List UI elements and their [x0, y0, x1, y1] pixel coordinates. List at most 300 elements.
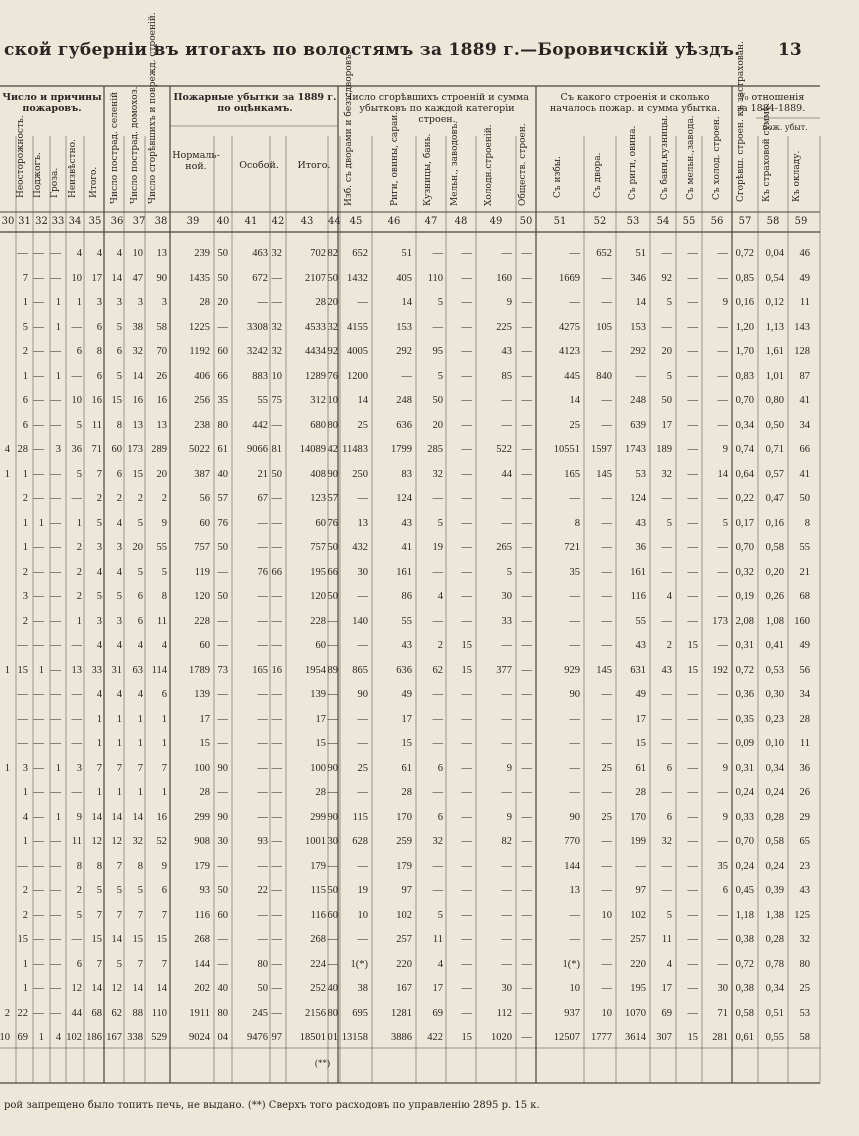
cause-count: 12 — [111, 836, 122, 847]
column-number: 44 — [328, 216, 341, 227]
loss-value: — — [217, 958, 228, 970]
burned-value: — — [521, 517, 532, 529]
cause-count: 6 — [116, 468, 122, 480]
cause-count: 1 — [22, 958, 28, 970]
cause-count: 2 — [137, 493, 143, 504]
burned-value: 44 — [501, 468, 512, 480]
burned-value: 422 — [427, 1032, 443, 1043]
loss-value: 228 — [310, 615, 326, 627]
origin-value: — — [717, 321, 728, 333]
loss-value: 17 — [199, 713, 210, 725]
column-number: 30 — [1, 216, 15, 227]
origin-value: 153 — [630, 321, 646, 333]
loss-value: — — [217, 713, 228, 725]
burned-value: 652 — [352, 248, 368, 259]
cause-count: 5 — [76, 909, 82, 921]
cause-count: 2 — [161, 493, 167, 504]
cause-count: 3 — [137, 297, 143, 308]
origin-value: — — [717, 370, 728, 382]
cause-count: 5 — [76, 419, 82, 431]
burned-value: — — [357, 713, 368, 725]
burned-value: — — [521, 958, 532, 970]
origin-value: — — [569, 297, 580, 308]
ratio-value: 0,47 — [765, 493, 784, 504]
cause-count: 14 — [132, 370, 143, 382]
loss-value: 239 — [194, 248, 210, 259]
cause-count: 1 — [22, 542, 28, 553]
cause-count: 2 — [76, 566, 82, 578]
burned-value: 83 — [401, 468, 412, 480]
burned-value: — — [501, 248, 512, 259]
burned-value: 285 — [427, 444, 443, 455]
origin-value: 9 — [722, 811, 728, 823]
burned-value: 97 — [401, 885, 412, 896]
cause-count: — — [50, 713, 61, 725]
cause-count: 63 — [132, 664, 143, 676]
origin-value: — — [717, 248, 728, 259]
cause-count: — — [33, 591, 44, 602]
cause-count: — — [33, 713, 44, 725]
cause-count: 3 — [116, 297, 122, 308]
ratio-value: 1,20 — [735, 321, 754, 333]
loss-value: — — [257, 713, 268, 725]
origin-value: — — [601, 493, 612, 504]
cause-count: 13 — [71, 664, 82, 676]
origin-value: 5 — [666, 297, 672, 308]
cause-count: 5 — [116, 885, 122, 896]
cause-count: 16 — [91, 395, 102, 406]
burned-value: — — [432, 860, 443, 872]
burned-value: — — [461, 517, 472, 529]
loss-value: — — [257, 860, 268, 872]
column-number: 39 — [186, 216, 200, 227]
cause-count: 7 — [161, 762, 167, 774]
origin-value: — — [661, 542, 672, 553]
origin-value: — — [661, 566, 672, 578]
ratio-value: 0,70 — [735, 395, 754, 406]
cause-count: 1 — [38, 664, 44, 676]
origin-value: — — [717, 566, 728, 578]
burned-value: — — [461, 297, 472, 308]
loss-value: 55 — [257, 395, 268, 406]
loss-value: 60 — [199, 517, 210, 529]
origin-value: — — [687, 542, 698, 553]
page-number: 13 — [778, 40, 802, 60]
cause-count: 4 — [96, 640, 102, 651]
col-header-holod: Холодн.строеній. — [484, 124, 494, 206]
loss-value: — — [257, 934, 268, 945]
burned-value: 11 — [432, 934, 443, 945]
origin-value: — — [717, 542, 728, 553]
ratio-value: 0,31 — [735, 640, 754, 651]
cause-count: 2 — [22, 885, 28, 896]
loss-value: 252 — [310, 983, 326, 994]
loss-value: 1001 — [305, 836, 326, 847]
burned-value: 43 — [401, 640, 412, 651]
origin-value: 4275 — [559, 321, 580, 333]
cause-count: 1 — [76, 615, 82, 627]
burned-value: 628 — [352, 836, 368, 847]
burned-value: 6 — [437, 762, 443, 774]
loss-value: 76 — [217, 517, 228, 529]
burned-value: 55 — [401, 615, 412, 627]
burned-value: — — [461, 493, 472, 504]
ratio-value: 0,72 — [735, 664, 754, 676]
cause-count: 7 — [22, 272, 28, 284]
column-number: 55 — [682, 216, 696, 227]
cause-count: 31 — [111, 664, 122, 676]
cause-count: — — [33, 297, 44, 308]
cause-count: 7 — [137, 958, 143, 970]
ratio-value: 0,16 — [735, 297, 754, 308]
burned-value: — — [521, 272, 532, 284]
loss-value: 50 — [217, 248, 228, 259]
cause-count: 2 — [22, 493, 28, 504]
cause-count: 6 — [76, 958, 82, 970]
cause-count: 1 — [137, 713, 143, 725]
cause-count: — — [33, 983, 44, 994]
cause-count: 1 — [22, 983, 28, 994]
loss-value: — — [257, 517, 268, 529]
cause-count: — — [33, 689, 44, 700]
cause-count: — — [33, 787, 44, 798]
burned-value: 95 — [432, 346, 443, 357]
cause-count: 3 — [76, 762, 82, 774]
burned-value: 43 — [401, 517, 412, 529]
ratio-value: 0,53 — [765, 664, 784, 676]
cause-count: — — [50, 468, 61, 480]
cause-count: 14 — [132, 983, 143, 994]
origin-value: — — [687, 566, 698, 578]
origin-value: — — [717, 787, 728, 798]
ratio-value: 0,31 — [735, 762, 754, 774]
origin-value: — — [687, 419, 698, 431]
burned-value: — — [461, 762, 472, 774]
burned-value: 15 — [461, 1032, 472, 1043]
cause-count: 6 — [137, 591, 143, 602]
origin-value: — — [601, 566, 612, 578]
cause-count: 3 — [22, 762, 28, 774]
column-number: 49 — [489, 216, 503, 227]
burned-value: 30 — [357, 566, 368, 578]
loss-value: 97 — [271, 1032, 282, 1043]
burned-value: 259 — [396, 836, 412, 847]
loss-value: — — [271, 836, 282, 847]
burned-value: — — [357, 640, 368, 651]
origin-value: 10551 — [553, 444, 580, 455]
burned-value: 61 — [401, 762, 412, 774]
burned-value: — — [521, 836, 532, 847]
burned-value: — — [521, 248, 532, 259]
cause-count: 44 — [71, 1007, 82, 1019]
ratio-value: 36 — [799, 762, 810, 774]
loss-value: 1225 — [189, 321, 210, 333]
ratio-value: 53 — [799, 1007, 810, 1019]
cause-count: 12 — [91, 836, 102, 847]
cause-count: 10 — [71, 272, 82, 284]
ratio-value: 0,34 — [765, 983, 784, 994]
loss-value: — — [257, 811, 268, 823]
cause-count: 5 — [116, 321, 122, 333]
ratio-value: 0,23 — [765, 713, 784, 725]
burned-value: — — [461, 272, 472, 284]
origin-value: 51 — [635, 248, 646, 259]
cause-count: 3 — [96, 542, 102, 553]
loss-value: — — [217, 566, 228, 578]
ratio-value: 128 — [794, 346, 810, 357]
burned-value: — — [521, 493, 532, 504]
cause-count: 4 — [76, 248, 82, 259]
loss-value: 61 — [217, 444, 228, 455]
burned-value: — — [521, 444, 532, 455]
loss-value: — — [217, 934, 228, 945]
burned-value: 265 — [496, 542, 512, 553]
burned-value: 522 — [496, 444, 512, 455]
cause-count: — — [33, 566, 44, 578]
cause-count: — — [50, 1007, 61, 1019]
origin-value: 17 — [635, 713, 646, 725]
origin-value: 840 — [596, 370, 612, 382]
cause-count: — — [50, 615, 61, 627]
origin-value: 43 — [635, 640, 646, 651]
ratio-value: 0,28 — [765, 811, 784, 823]
origin-value: 145 — [596, 468, 612, 480]
group-header-fires: Число и причины пожаровъ. — [2, 92, 102, 114]
burned-value: — — [461, 444, 472, 455]
footnote: рой запрещено было топить печь, не выдано. (**) Сверхъ того расходовъ по управленію 2895 р. 15 к. — [4, 1100, 540, 1111]
loss-value: — — [217, 689, 228, 700]
burned-value: 225 — [496, 321, 512, 333]
cause-count: — — [50, 591, 61, 602]
loss-value: 10 — [327, 395, 338, 406]
column-number: 31 — [18, 216, 31, 227]
ratio-value: 0,04 — [765, 248, 784, 259]
cause-count: 1 — [76, 517, 82, 529]
cause-count: 4 — [137, 640, 143, 651]
burned-value: 20 — [432, 419, 443, 431]
burned-value: — — [357, 934, 368, 945]
ratio-value: 65 — [799, 836, 810, 847]
origin-value: — — [601, 860, 612, 872]
loss-value: 100 — [194, 762, 210, 774]
burned-value: 250 — [352, 468, 368, 480]
cause-count: 2 — [22, 909, 28, 921]
loss-value: — — [271, 885, 282, 896]
loss-value: 30 — [327, 836, 338, 847]
cause-count: — — [33, 762, 44, 774]
origin-value: 10 — [601, 1007, 612, 1019]
ratio-value: 50 — [799, 493, 810, 504]
cause-count: 8 — [96, 860, 102, 872]
origin-value: — — [687, 591, 698, 602]
origin-value: 1597 — [591, 444, 612, 455]
origin-value: — — [569, 787, 580, 798]
ratio-value: 0,19 — [735, 591, 754, 602]
burned-value: 4 — [437, 591, 443, 602]
origin-value: 770 — [564, 836, 580, 847]
column-number: 33 — [51, 216, 65, 227]
burned-value: 1281 — [391, 1007, 412, 1019]
burned-value: 11483 — [342, 444, 368, 455]
loss-value: 42 — [327, 444, 338, 455]
loss-value: 80 — [257, 958, 268, 970]
burned-value: — — [461, 860, 472, 872]
cause-count: 289 — [151, 444, 167, 455]
burned-value: — — [461, 419, 472, 431]
cause-count: 4 — [96, 248, 102, 259]
cause-count: 14 — [111, 811, 122, 823]
cause-count: 55 — [156, 542, 167, 553]
loss-value: 50 — [327, 542, 338, 553]
ratio-value: 87 — [799, 370, 810, 382]
burned-value: 220 — [396, 958, 412, 970]
cause-count: 20 — [156, 468, 167, 480]
burned-value: — — [501, 934, 512, 945]
ratio-value: 23 — [799, 860, 810, 872]
cause-count: 4 — [137, 689, 143, 700]
burned-value: — — [357, 297, 368, 308]
burned-value: — — [461, 787, 472, 798]
origin-value: — — [717, 272, 728, 284]
burned-value: — — [521, 1032, 532, 1043]
burned-value: 19 — [432, 542, 443, 553]
cause-count: — — [17, 713, 28, 725]
loss-value: 299 — [194, 811, 210, 823]
loss-value: 672 — [252, 272, 268, 284]
origin-value: — — [601, 395, 612, 406]
loss-value: — — [271, 738, 282, 749]
origin-value: 10 — [569, 983, 580, 994]
ratio-value: 0,74 — [735, 444, 754, 455]
origin-value: 6 — [666, 762, 672, 774]
burned-value: — — [521, 713, 532, 725]
ratio-value: 0,57 — [765, 468, 784, 480]
cause-count: 8 — [137, 860, 143, 872]
cause-count: 3 — [116, 542, 122, 553]
ratio-value: 0,58 — [765, 836, 784, 847]
loss-value: 1789 — [189, 664, 210, 676]
cause-count: 3 — [22, 591, 28, 602]
loss-value: — — [257, 762, 268, 774]
burned-value: 86 — [401, 591, 412, 602]
loss-value: 57 — [217, 493, 228, 504]
burned-value: — — [501, 419, 512, 431]
cause-count: — — [33, 493, 44, 504]
loss-value: 80 — [217, 419, 228, 431]
origin-value: 15 — [687, 640, 698, 651]
origin-value: 15 — [687, 1032, 698, 1043]
burned-value: 10 — [357, 909, 368, 921]
cause-count: — — [50, 493, 61, 504]
loss-value: — — [217, 640, 228, 651]
origin-value: — — [717, 395, 728, 406]
loss-value: — — [217, 738, 228, 749]
cause-count: 2 — [22, 346, 28, 357]
col-header-osob: Особой. — [239, 160, 279, 171]
burned-value: 15 — [461, 640, 472, 651]
loss-value: — — [271, 1007, 282, 1019]
loss-value: 30 — [217, 836, 228, 847]
loss-value: — — [257, 787, 268, 798]
origin-value: — — [717, 689, 728, 700]
origin-value: — — [717, 493, 728, 504]
ratio-value: 56 — [799, 664, 810, 676]
loss-value: — — [271, 787, 282, 798]
burned-value: — — [521, 321, 532, 333]
cause-count: 11 — [156, 615, 167, 627]
col-header-norm: Нормаль- ной. — [172, 150, 220, 172]
row-lead-value: 1 — [4, 762, 10, 774]
cause-count: 17 — [91, 272, 102, 284]
col-header-groza: Гроза. — [50, 167, 60, 198]
cause-count: 1 — [161, 787, 167, 798]
loss-value: 757 — [194, 542, 210, 553]
cause-count: 1 — [38, 517, 44, 529]
burned-value: 28 — [401, 787, 412, 798]
origin-value: — — [661, 713, 672, 725]
col-header-s-holod: Съ холод. строен. — [712, 116, 722, 200]
burned-value: — — [501, 958, 512, 970]
ratio-value: 0,24 — [765, 860, 784, 872]
burned-value: — — [432, 615, 443, 627]
row-lead-value: 4 — [4, 444, 10, 455]
cause-count: 7 — [137, 909, 143, 921]
loss-value: 1911 — [189, 1007, 210, 1019]
cause-count: 1 — [116, 787, 122, 798]
burned-value: 102 — [396, 909, 412, 921]
origin-value: 9 — [722, 444, 728, 455]
ratio-value: 0,16 — [765, 517, 784, 529]
origin-value: 15 — [635, 738, 646, 749]
loss-value: — — [271, 542, 282, 553]
origin-value: — — [601, 297, 612, 308]
burned-value: 865 — [352, 664, 368, 676]
origin-value: 307 — [656, 1032, 672, 1043]
origin-value: — — [687, 1007, 698, 1019]
ratio-value: 0,26 — [765, 591, 784, 602]
burned-value: 160 — [496, 272, 512, 284]
burned-value: — — [461, 615, 472, 627]
loss-value: 60 — [217, 909, 228, 921]
loss-value: 463 — [252, 248, 268, 259]
origin-value: — — [569, 909, 580, 921]
group-header-ratio: ⁰/₀ отношенія за 1884-1889. — [736, 92, 806, 114]
cause-count: 15 — [111, 395, 122, 406]
loss-value: 179 — [194, 860, 210, 872]
origin-value: 50 — [661, 395, 672, 406]
loss-value: 40 — [217, 468, 228, 480]
burned-value: 9 — [506, 762, 512, 774]
origin-value: — — [687, 787, 698, 798]
origin-value: — — [687, 885, 698, 896]
burned-value: 695 — [352, 1007, 368, 1019]
loss-value: 82 — [327, 248, 338, 259]
burned-value: — — [521, 395, 532, 406]
cause-count: 26 — [156, 370, 167, 382]
origin-value: 5 — [666, 909, 672, 921]
burned-value: — — [461, 909, 472, 921]
cause-count: 4 — [116, 248, 122, 259]
cause-count: — — [33, 738, 44, 749]
cause-count: 2 — [22, 615, 28, 627]
cause-count: 1 — [55, 811, 61, 823]
loss-value: — — [271, 958, 282, 970]
ratio-value: 0,34 — [765, 762, 784, 774]
loss-value: 50 — [271, 468, 282, 480]
cause-count: 1 — [22, 836, 28, 847]
loss-value: 92 — [327, 346, 338, 357]
cause-count: 4 — [96, 566, 102, 578]
